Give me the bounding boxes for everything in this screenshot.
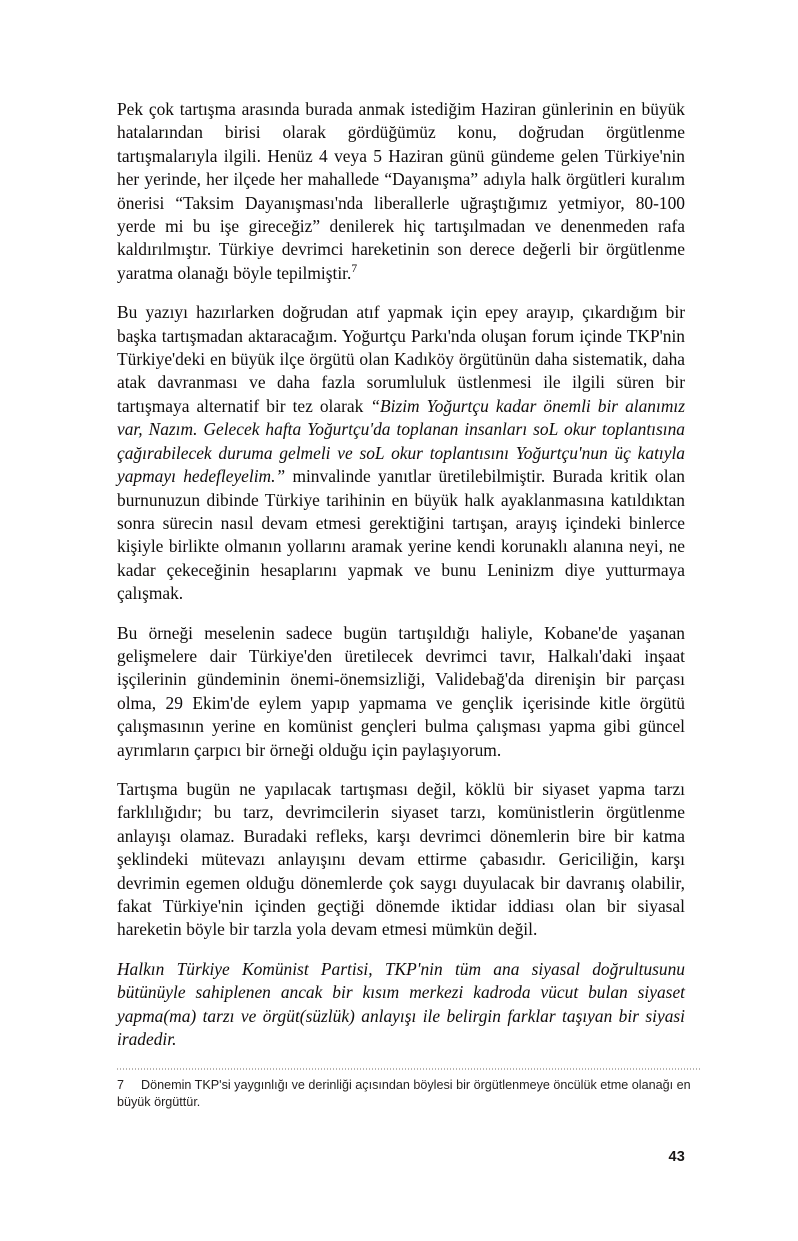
paragraph-3 <box>117 622 685 762</box>
paragraph-3-text: Bu örneği meselenin sadece bugün tartışıldığı haliyle, Kobane'de yaşanan gelişmelere dair Türkiye'den üretilecek devrimci tavır, Halkalı'daki inşaat işçilerinin gündeminin önemi-önemsizliği, Validebağ'da direnişin bir parçası olma, 29 Ekim'de eylem yapıp yapmama ve gençlik içerisinde kitle örgütü çalışmasının yerine en komünist gençleri bulma çalışması yapma gibi güncel ayrımların çarpıcı bir örneği olduğu için paylaşıyorum. <box>117 622 685 760</box>
footnote-area <box>117 1068 701 1112</box>
paragraph-5-text: Halkın Türkiye Komünist Partisi, TKP'nin tüm ana siyasal doğrultusunu bütünüyle sahiplenen ancak bir kısım merkezi kadroda vücut bulan siyaset yapma(ma) tarzı ve örgüt(süzlük) anlayışı ile belirgin farklar taşıyan bir siyasi iradedir. <box>117 958 685 1050</box>
paragraph-1-text: Pek çok tartışma arasında burada anmak istediğim Haziran günlerinin en büyük hatalarından birisi olarak gördüğümüz konu, doğrudan örgütlenme tartışmalarıyla ilgili. Henüz 4 veya 5 Haziran günü gündeme gelen Türkiye'nin her yerinde, her ilçede her mahallede “Dayanışma” adıyla halk örgütleri kuralım önerisi “Taksim Dayanışması'nda liberallerle uğraştığımız yetmiyor, 80-100 yerde mi bu işe gireceğiz” denilerek hiç tartışılmadan ve denenmeden rafa kaldırılmıştır. Türkiye devrimci hareketinin son derece değerli bir örgütlenme yaratma olanağı böyle tepilmiştir. <box>117 99 685 283</box>
paragraph-4 <box>117 778 685 942</box>
footnote-text: Dönemin TKP'si yaygınlığı ve derinliği açısından böylesi bir örgütlenmeye öncülük etme olanağı en büyük örgüttür. <box>117 1078 691 1110</box>
paragraph-2-segment-roman-lead: Bu yazıyı hazırlarken doğrudan atıf yapmak için epey arayıp, çıkardığım bir başka tartışmadan aktaracağım. Yoğurtçu Parkı'nda oluşan forum içinde TKP'nin Türkiye'deki en büyük ilçe örgütü olan Kadıköy örgütünün daha sistematik, daha atak davranması ve daha fazla sorumluluk üstlenmesi ile ilgili süren bir tartışmaya alternatif bir tez olarak <box>117 302 685 416</box>
paragraph-2 <box>117 301 685 605</box>
footnote-number: 7 <box>117 1078 125 1092</box>
paragraph-4-text: Tartışma bugün ne yapılacak tartışması değil, köklü bir siyaset yapma tarzı farklılığıdır; bu tarz, devrimcilerin siyaset tarzı, komünistlerin örgütlenme anlayışı olamaz. Buradaki refleks, karşı devrimci dönemlerin bire bir katma şeklindeki mütevazı anlayışını devam ettirme çabasıdır. Gericiliğin, karşı devrimin egemen olduğu dönemlerde çok saygı duyulacak bir davranış olabilir, fakat Türkiye'nin içinden geçtiği dönemde iktidar iddiası olan bir siyasal hareketin böyle bir tarzla yola devam etmesi mümkün değil. <box>117 778 685 940</box>
footnote-separator-rule <box>117 1068 701 1070</box>
paragraph-5 <box>117 958 685 1052</box>
paragraph-2-italic-quote: “Bizim Yoğurtçu kadar önemli bir alanımız var, Nazım. Gelecek hafta Yoğurtçu'da toplanan insanları soL okur toplantısına çağırabilecek duruma gelmeli ve soL okur toplantısını Yoğurtçu'nun üç katıyla yapmayı hedefleyelim.” <box>117 395 685 487</box>
footnote-entry <box>117 1077 705 1112</box>
footnote-reference-marker[interactable]: 7 <box>351 263 358 276</box>
paragraph-1 <box>117 98 685 285</box>
paragraph-2-segment-roman-tail: minvalinde yanıtlar üretilebilmiştir. Burada kritik olan burnunuzun dibinde Türkiye tarihinin en büyük halk ayaklanmasına katıldıktan sonra sürecin nasıl devam etmesi gerektiğini tartışan, arayış içindeki binlerce kişiyle birlikte olmanın yollarını aramak yerine kendi korunaklı alanına neyi, ne kadar çekeceğinin hesaplarını yapmak ve bunu Leninizm diye yutturmaya çalışmak. <box>117 466 685 604</box>
page-number: 43 <box>668 1149 685 1165</box>
page-body-text <box>117 98 685 1051</box>
